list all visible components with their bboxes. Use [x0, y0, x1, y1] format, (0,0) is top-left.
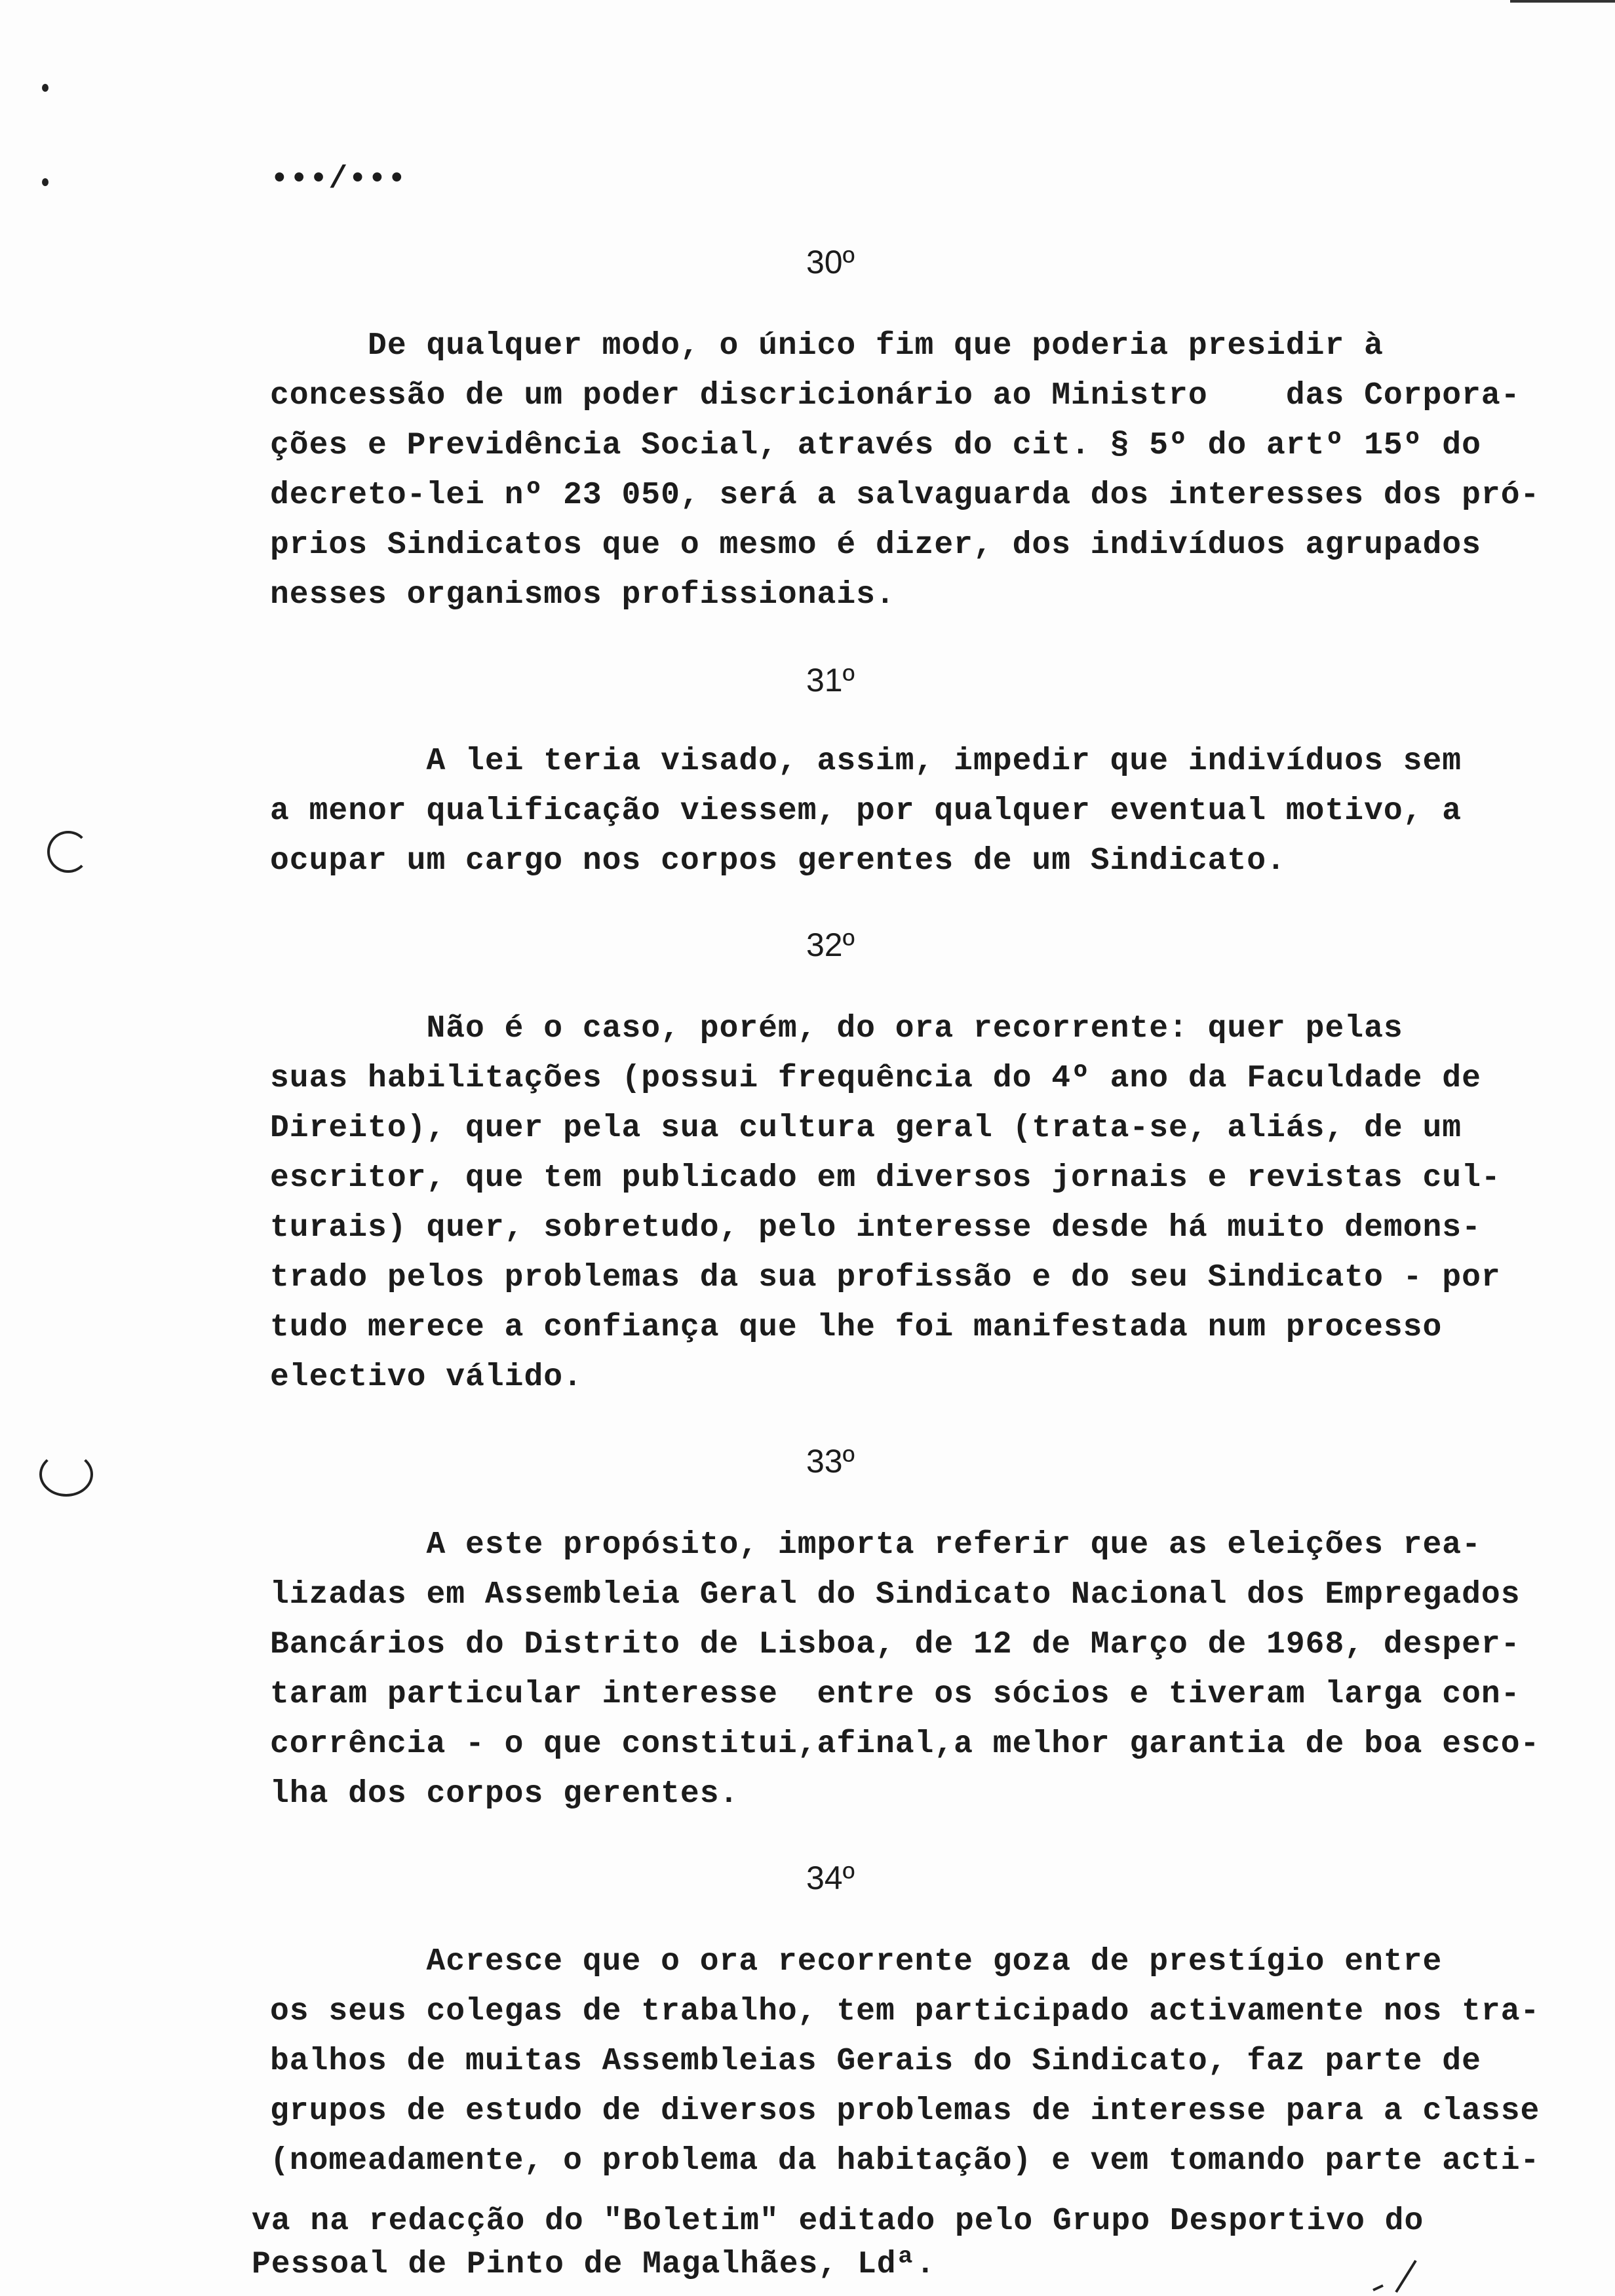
handwritten-mark	[1370, 2254, 1429, 2293]
margin-dot	[42, 178, 49, 186]
paragraph-line: A este propósito, importa referir que as eleições rea-	[270, 1527, 1481, 1563]
paragraph-line: Acresce que o ora recorrente goza de prestígio entre	[270, 1944, 1443, 1980]
section-number: 30º	[806, 244, 855, 280]
paragraph-line: a menor qualificação viessem, por qualquer eventual motivo, a	[270, 794, 1462, 829]
section-number: 34º	[806, 1860, 855, 1896]
section-number: 31º	[806, 662, 855, 698]
section-number: 33º	[806, 1443, 855, 1480]
paragraph-line: electivo válido.	[270, 1360, 583, 1395]
paragraph-line: De qualquer modo, o único fim que poderia presidir à	[270, 328, 1384, 364]
paragraph-line: trado pelos problemas da sua profissão e do seu Sindicato - por	[270, 1260, 1501, 1295]
paragraph-line: nesses organismos profissionais.	[270, 577, 895, 613]
continuation-marker: •••/•••	[270, 162, 407, 197]
paragraph-line: turais) quer, sobretudo, pelo interesse desde há muito demons-	[270, 1210, 1481, 1246]
paragraph-line: concessão de um poder discricionário ao Ministro das Corpora-	[270, 378, 1521, 413]
top-edge-rule	[1510, 0, 1615, 3]
paragraph-line: Direito), quer pela sua cultura geral (trata-se, aliás, de um	[270, 1111, 1462, 1146]
punch-hole-mark	[39, 1452, 93, 1497]
paragraph-line: suas habilitações (possui frequência do 4º ano da Faculdade de	[270, 1061, 1481, 1096]
paragraph-line: Pessoal de Pinto de Magalhães, Ldª.	[252, 2247, 936, 2282]
paragraph-line: Não é o caso, porém, do ora recorrente: quer pelas	[270, 1011, 1403, 1046]
paragraph-line: prios Sindicatos que o mesmo é dizer, dos indivíduos agrupados	[270, 527, 1481, 563]
punch-hole-mark	[47, 831, 89, 873]
margin-dot	[42, 84, 49, 92]
paragraph-line: ções e Previdência Social, através do cit. § 5º do artº 15º do	[270, 428, 1481, 463]
paragraph-line: os seus colegas de trabalho, tem participado activamente nos tra-	[270, 1994, 1540, 2029]
paragraph-line: corrência - o que constitui,afinal,a melhor garantia de boa esco-	[270, 1727, 1540, 1762]
section-number: 32º	[806, 927, 855, 963]
paragraph-line: tudo merece a confiança que lhe foi manifestada num processo	[270, 1310, 1443, 1345]
paragraph-line: Bancários do Distrito de Lisboa, de 12 de Março de 1968, desper-	[270, 1627, 1521, 1662]
paragraph-line: (nomeadamente, o problema da habitação) e vem tomando parte acti-	[270, 2143, 1540, 2179]
paragraph-line: lha dos corpos gerentes.	[270, 1776, 739, 1812]
paragraph-line: balhos de muitas Assembleias Gerais do Sindicato, faz parte de	[270, 2044, 1481, 2079]
paragraph-line: decreto-lei nº 23 050, será a salvaguarda dos interesses dos pró-	[270, 478, 1540, 513]
paragraph-line: grupos de estudo de diversos problemas de interesse para a classe	[270, 2094, 1540, 2129]
paragraph-line: lizadas em Assembleia Geral do Sindicato Nacional dos Empregados	[270, 1577, 1521, 1613]
paragraph-line: escritor, que tem publicado em diversos jornais e revistas cul-	[270, 1160, 1501, 1196]
paragraph-line: taram particular interesse entre os sócios e tiveram larga con-	[270, 1677, 1521, 1712]
paragraph-line: va na redacção do "Boletim" editado pelo Grupo Desportivo do	[252, 2204, 1424, 2239]
paragraph-line: A lei teria visado, assim, impedir que indivíduos sem	[270, 744, 1462, 779]
paragraph-line: ocupar um cargo nos corpos gerentes de um Sindicato.	[270, 843, 1286, 879]
